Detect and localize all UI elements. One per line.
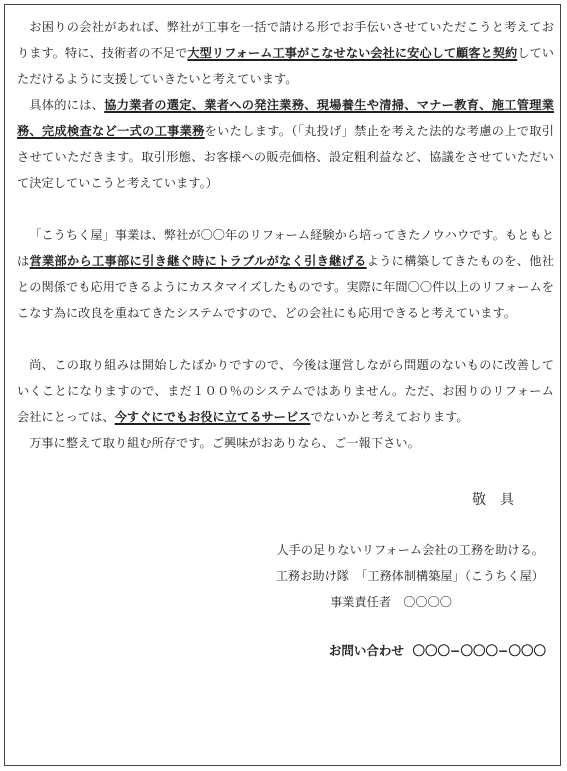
paragraph-4 bbox=[17, 352, 554, 430]
contact-info bbox=[329, 641, 546, 659]
paragraph-3-emphasis: 営業部から工事部に引き継ぐ時にトラブルがなく引き継げる bbox=[29, 254, 367, 268]
paragraph-4-text-end: でないかと考えております。 bbox=[310, 410, 469, 424]
paragraph-3-text: 「こうちく屋」事業は、弊社が〇〇年のリフォーム経験から培ってきたノウハウです。もともとは bbox=[17, 228, 554, 268]
paragraph-1-text: お困りの会社があれば、弊社が工事を一括で請ける形でお手伝いさせていただこうと考えております。特に、技術者の不足で bbox=[17, 20, 554, 60]
paragraph-1-emphasis: 大型リフォーム工事がこなせない会社に安心して顧客と契約 bbox=[187, 46, 518, 60]
letter-body bbox=[17, 14, 554, 456]
paragraph-2-text: 具体的には、 bbox=[29, 98, 105, 112]
paragraph-1 bbox=[17, 14, 554, 92]
paragraph-5: 万事に整えて取り組む所存です。ご興味がおありなら、ご一報下さい。 bbox=[29, 436, 420, 450]
document-page bbox=[4, 4, 561, 766]
paragraph-3-text-end: ように構築してきたものを、他社との関係でも応用できるようにカスタマイズしたものです。実際に年間〇〇件以上のリフォームをこなす為に改良を重ねてきたシステムですので、どの会社にも応用できると考えています。 bbox=[17, 254, 554, 320]
signature-organization: 工務お助け隊 「工務体制構築屋」（こうちく屋） bbox=[275, 569, 544, 583]
paragraph-3 bbox=[17, 222, 554, 326]
paragraph-2-text-end: をいたします。（「丸投げ」禁止を考えた法的な考慮の上で取引させていただきます。取引形態、お客様への販売価格、設定粗利益など、協議をさせていただいて決定していこうと考えています。） bbox=[17, 124, 554, 190]
contact-number: 〇〇〇−〇〇〇−〇〇〇 bbox=[412, 643, 546, 658]
signature-tagline: 人手の足りないリフォーム会社の工務を助ける。 bbox=[276, 543, 544, 557]
paragraph-4-emphasis: 今すぐにでもお役に立てるサービス bbox=[114, 410, 311, 424]
paragraph-1-text-end: していただけるように支援していきたいと考えています。 bbox=[17, 46, 554, 86]
closing-salutation: 敬具 bbox=[472, 492, 528, 508]
signature-responsible-person: 事業責任者 〇〇〇〇 bbox=[330, 595, 452, 609]
paragraph-4-text: 尚、この取り組みは開始したばかりですので、今後は運営しながら問題のないものに改善していくことになりますので、まだ１００％のシステムではありません。ただ、お困りのリフォーム会社にとっては、 bbox=[17, 358, 554, 424]
contact-label: お問い合わせ bbox=[328, 643, 404, 658]
paragraph-2 bbox=[17, 92, 554, 196]
paragraph-2-emphasis: 協力業者の選定、業者への発注業務、現場養生や清掃、マナー教育、施工管理業務、完成検査など一式の工事業務 bbox=[17, 98, 554, 138]
